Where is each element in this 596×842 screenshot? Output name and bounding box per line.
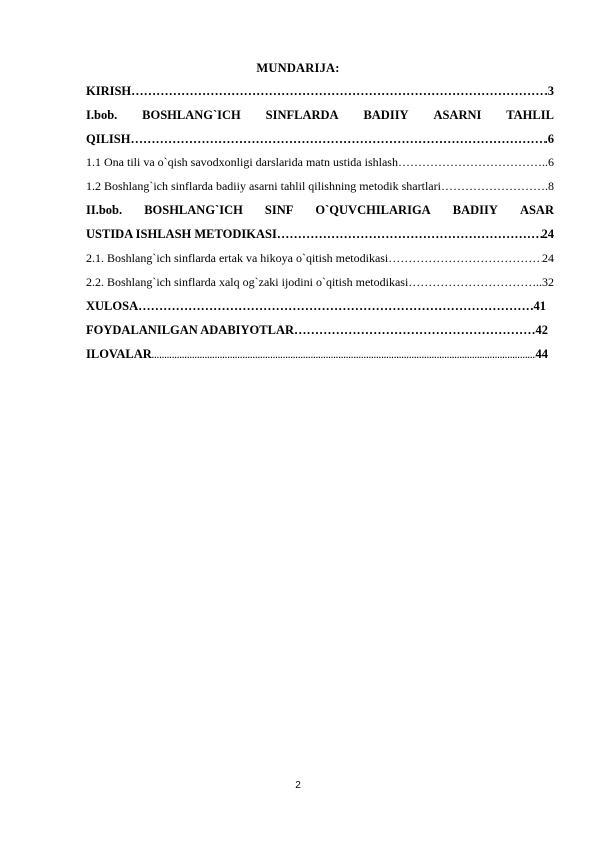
toc-entry-page: 42 — [535, 323, 548, 337]
toc-entry-ilovalar[interactable] — [86, 345, 548, 363]
toc-word: TAHLIL — [506, 108, 554, 122]
toc-word: BADIIY — [452, 203, 498, 217]
toc-entry-1-2[interactable] — [86, 177, 554, 195]
dot-leader — [130, 130, 544, 148]
toc-entry-page: 24 — [542, 251, 554, 265]
toc-entry-adabiyotlar[interactable] — [86, 321, 548, 339]
toc-entry-kirish[interactable] — [86, 82, 554, 100]
toc-entry-label: QILISH — [86, 132, 131, 146]
toc-entry-label: 1.1 Ona tili va o`qish savodxonligi darslarida matn ustida ishlash — [86, 155, 398, 169]
toc-entry-label: 2.1. Boshlang`ich sinflarda ertak va hikoya o`qitish metodikasi — [86, 251, 389, 265]
toc-word: I.bob. — [86, 108, 118, 122]
toc-word: BADIIY — [363, 108, 409, 122]
toc-entry-page: .6 — [544, 132, 554, 146]
toc-entry-bob2-heading[interactable] — [86, 201, 554, 219]
dot-leader — [152, 347, 536, 365]
toc-entry-label: ILOVALAR — [86, 347, 152, 361]
toc-word: SINFLARDA — [265, 108, 339, 122]
dot-leader — [131, 82, 544, 100]
dot-leader — [388, 249, 542, 267]
toc-word: ASAR — [519, 203, 554, 217]
toc-entry-label: 2.2. Boshlang`ich sinflarda xalq og`zaki ijodini o`qitish metodikasi — [86, 275, 409, 289]
toc-entry-page: 44 — [535, 347, 548, 361]
dot-leader — [294, 321, 535, 339]
toc-entry-page: .3 — [544, 84, 554, 98]
toc-entry-1-1[interactable] — [86, 153, 554, 171]
toc-word: BOSHLANG`ICH — [142, 108, 241, 122]
toc-entry-bob1-cont[interactable] — [86, 130, 554, 148]
toc-word: BOSHLANG`ICH — [144, 203, 243, 217]
toc-entry-bob1-heading[interactable] — [86, 106, 554, 124]
toc-word: II.bob. — [86, 203, 123, 217]
dot-leader — [398, 153, 542, 171]
toc-entry-page: .8 — [545, 179, 554, 193]
toc-word: SINF — [264, 203, 294, 217]
toc-entry-page: 41 — [533, 299, 546, 313]
dot-leader — [138, 297, 533, 315]
toc-entry-label: USTIDA ISHLASH METODIKASI — [86, 227, 277, 241]
toc-entry-page: 24 — [541, 227, 554, 241]
dot-leader — [441, 177, 545, 195]
dot-leader — [408, 273, 536, 291]
toc-entry-label: XULOSA — [86, 299, 139, 313]
toc-entry-page: ..32 — [536, 275, 554, 289]
toc-word: ASARNI — [433, 108, 482, 122]
dot-leader — [277, 225, 542, 243]
page-number: 2 — [295, 780, 301, 791]
toc-entry-2-1[interactable] — [86, 249, 554, 267]
toc-entry-label: FOYDALANILGAN ADABIYOTLAR — [86, 323, 295, 337]
toc-entry-label: KIRISH — [86, 84, 132, 98]
toc-entry-label: 1.2 Boshlang`ich sinflarda badiiy asarni tahlil qilishning metodik shartlari — [86, 179, 441, 193]
toc-entry-bob2-cont[interactable] — [86, 225, 554, 243]
toc-entry-xulosa[interactable] — [86, 297, 546, 315]
toc-title: MUNDARIJA: — [256, 61, 340, 75]
toc-entry-page: ..6 — [542, 155, 554, 169]
toc-entry-2-2[interactable] — [86, 273, 554, 291]
toc-word: O`QUVCHILARIGA — [315, 203, 431, 217]
